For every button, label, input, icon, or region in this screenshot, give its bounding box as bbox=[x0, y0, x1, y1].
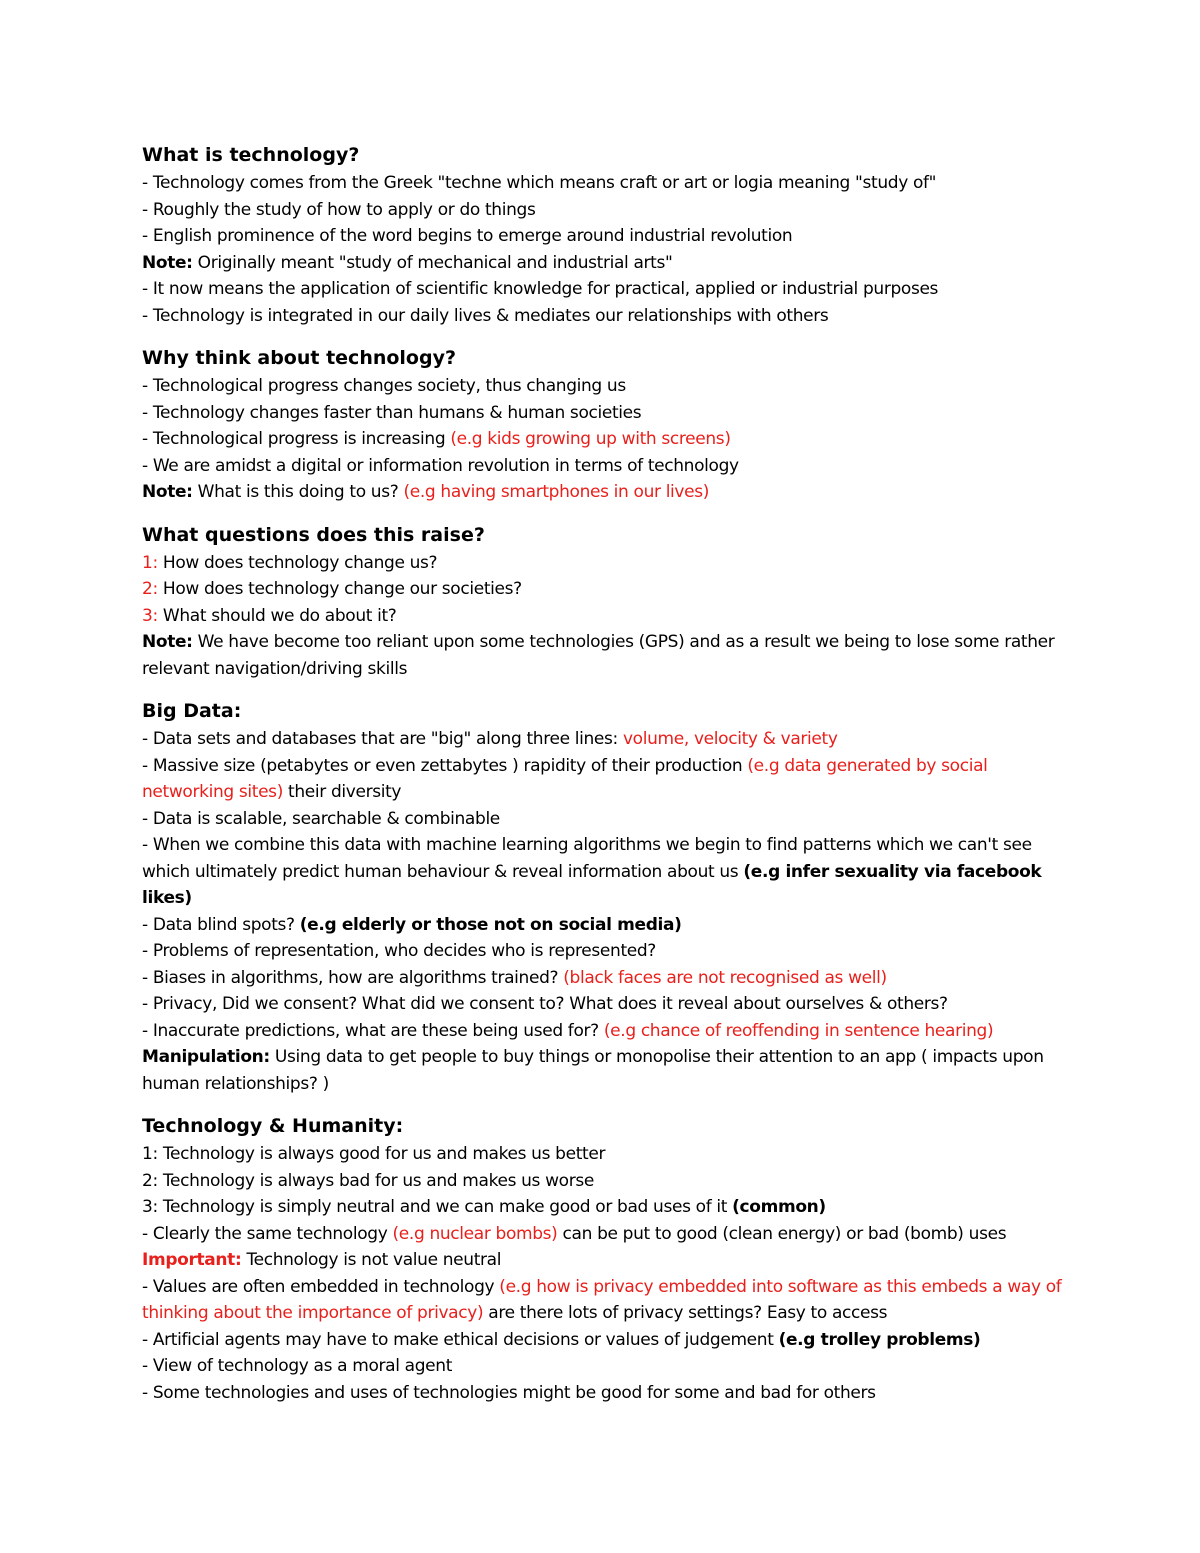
example-bold-text: (e.g elderly or those not on social media) bbox=[299, 914, 682, 935]
numbered-line bbox=[142, 1194, 1072, 1221]
section-what-is-technology bbox=[142, 140, 1072, 329]
example-text: (e.g data generated by social networking sites) bbox=[142, 755, 988, 802]
document-body bbox=[142, 140, 1072, 1420]
example-text: (black faces are not recognised as well) bbox=[563, 967, 887, 988]
bullet-text: are there lots of privacy settings? Easy to access bbox=[483, 1303, 888, 1323]
bullet-line: - English prominence of the word begins to emerge around industrial revolution bbox=[142, 226, 793, 246]
bullet-text: - Clearly the same technology bbox=[142, 1223, 393, 1244]
question-number: 3: bbox=[142, 605, 158, 626]
note-text: Originally meant "study of mechanical and industrial arts" bbox=[192, 252, 673, 273]
note-label: Note: bbox=[142, 252, 193, 273]
example-text: (e.g how is privacy embedded into software as this embeds a way of thinking about the importance of privacy) bbox=[142, 1276, 1062, 1323]
example-text: volume, velocity & variety bbox=[622, 729, 838, 749]
bullet-text: - Data sets and databases that are "big" along three lines: bbox=[142, 729, 623, 749]
bullet-line bbox=[142, 726, 1072, 753]
example-bold-text: (e.g infer sexuality via facebook likes) bbox=[142, 861, 1042, 908]
bullet-line: - It now means the application of scientific knowledge for practical, applied or industrial purposes bbox=[142, 279, 939, 299]
question-line bbox=[142, 576, 1072, 603]
question-text: How does technology change us? bbox=[157, 552, 438, 573]
bullet-line: - Technology comes from the Greek "techne which means craft or art or logia meaning "study of" bbox=[142, 173, 937, 193]
section-heading: Technology & Humanity: bbox=[142, 1115, 404, 1137]
numbered-line: 2: Technology is always bad for us and makes us worse bbox=[142, 1170, 594, 1191]
bullet-text: - Massive size (petabytes or even zettabytes ) rapidity of their production bbox=[142, 755, 748, 776]
bullet-text: - Data blind spots? bbox=[142, 914, 300, 935]
bullet-text: can be put to good (clean energy) or bad (bomb) uses bbox=[557, 1223, 1007, 1244]
bullet-text: their diversity bbox=[282, 782, 402, 802]
important-text: Technology is not value neutral bbox=[241, 1250, 502, 1270]
bullet-text: - Inaccurate predictions, what are these being used for? bbox=[142, 1020, 604, 1041]
example-text: (e.g chance of reoffending in sentence hearing) bbox=[603, 1020, 994, 1041]
note-line bbox=[142, 1044, 1072, 1097]
note-line bbox=[142, 479, 1072, 506]
example-text: (e.g having smartphones in our lives) bbox=[403, 482, 710, 502]
bullet-line bbox=[142, 1274, 1072, 1327]
bullet-line: - We are amidst a digital or information revolution in terms of technology bbox=[142, 455, 739, 476]
bullet-line: - Technology is integrated in our daily lives & mediates our relationships with others bbox=[142, 305, 829, 326]
bullet-line: - Technology changes faster than humans & human societies bbox=[142, 402, 642, 423]
bullet-line: - Technological progress changes society, thus changing us bbox=[142, 376, 626, 396]
question-text: What should we do about it? bbox=[157, 605, 397, 626]
section-why-think bbox=[142, 343, 1072, 506]
example-text: (e.g kids growing up with screens) bbox=[450, 429, 731, 449]
numbered-line: 1: Technology is always good for us and makes us better bbox=[142, 1144, 606, 1164]
bullet-line bbox=[142, 965, 1072, 992]
bullet-text: - Values are often embedded in technology bbox=[142, 1276, 500, 1297]
section-technology-humanity bbox=[142, 1111, 1072, 1406]
example-bold-text: (common) bbox=[732, 1197, 826, 1217]
bullet-line: - View of technology as a moral agent bbox=[142, 1356, 453, 1376]
question-line bbox=[142, 603, 1072, 630]
note-line bbox=[142, 250, 1072, 277]
important-line bbox=[142, 1247, 1072, 1274]
bullet-line bbox=[142, 426, 1072, 453]
question-number: 1: bbox=[142, 552, 158, 573]
bullet-text: - Biases in algorithms, how are algorithms trained? bbox=[142, 967, 564, 988]
note-label: Manipulation: bbox=[142, 1047, 270, 1067]
bullet-line: - Data is scalable, searchable & combinable bbox=[142, 808, 500, 829]
important-label: Important: bbox=[142, 1250, 242, 1270]
note-text: We have become too reliant upon some technologies (GPS) and as a result we being to lose some rather relevant navigation/driving skills bbox=[142, 632, 1055, 679]
example-text: (e.g nuclear bombs) bbox=[392, 1223, 558, 1244]
section-heading: Big Data: bbox=[142, 700, 242, 722]
bullet-text: - Technological progress is increasing bbox=[142, 429, 451, 449]
bullet-line: - Some technologies and uses of technologies might be good for some and bad for others bbox=[142, 1382, 876, 1403]
note-text: Using data to get people to buy things or monopolise their attention to an app ( impacts upon human relationships? ) bbox=[142, 1047, 1044, 1094]
bullet-line bbox=[142, 753, 1072, 806]
bullet-line bbox=[142, 1327, 1072, 1354]
example-bold-text: (e.g trolley problems) bbox=[778, 1329, 981, 1350]
note-text: What is this doing to us? bbox=[192, 482, 404, 502]
bullet-text: - Artificial agents may have to make ethical decisions or values of judgement bbox=[142, 1329, 779, 1350]
bullet-line bbox=[142, 1018, 1072, 1045]
section-heading: Why think about technology? bbox=[142, 347, 456, 369]
bullet-line bbox=[142, 1221, 1072, 1248]
note-label: Note: bbox=[142, 632, 193, 652]
section-questions bbox=[142, 520, 1072, 683]
bullet-line: - Privacy, Did we consent? What did we consent to? What does it reveal about ourselves & others? bbox=[142, 994, 948, 1014]
bullet-line bbox=[142, 912, 1072, 939]
bullet-text: - When we combine this data with machine learning algorithms we begin to find patterns which we can't see which ultimately predict human behaviour & reveal information about us bbox=[142, 835, 1032, 882]
question-text: How does technology change our societies? bbox=[157, 579, 522, 599]
question-line bbox=[142, 550, 1072, 577]
section-heading: What is technology? bbox=[142, 144, 360, 166]
bullet-line bbox=[142, 832, 1072, 912]
question-number: 2: bbox=[142, 579, 158, 599]
section-big-data bbox=[142, 696, 1072, 1097]
bullet-text: 3: Technology is simply neutral and we can make good or bad uses of it bbox=[142, 1197, 733, 1217]
section-heading: What questions does this raise? bbox=[142, 523, 485, 546]
bullet-line: - Roughly the study of how to apply or do things bbox=[142, 199, 536, 220]
note-line bbox=[142, 629, 1072, 682]
note-label: Note: bbox=[142, 482, 193, 502]
bullet-line: - Problems of representation, who decides who is represented? bbox=[142, 941, 656, 961]
